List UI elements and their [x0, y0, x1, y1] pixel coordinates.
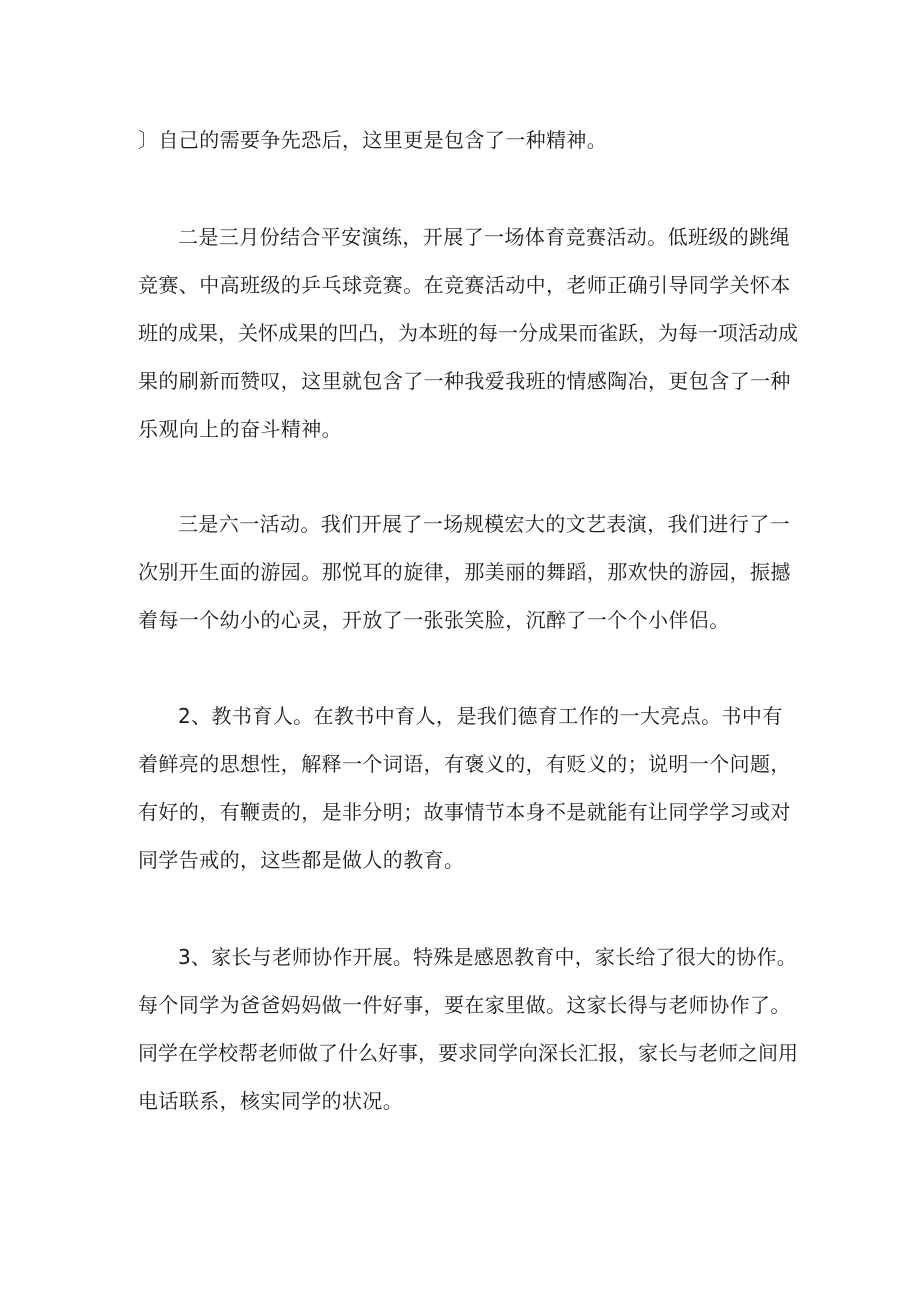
paragraph-parent-teacher-cooperation: [138, 933, 798, 1125]
text-line: 2、教书育人。在教书中育人，是我们德育工作的一大亮点。书中有: [178, 704, 783, 728]
text-line: 三是六一活动。我们开展了一场规模宏大的文艺表演，我们进行了一: [178, 512, 790, 536]
paragraph-sports-competition: [138, 213, 798, 453]
text-line: 〕自己的需要争先恐后，这里更是包含了一种精神。: [138, 128, 608, 152]
paragraph-teaching-education: [138, 692, 798, 884]
text-line: 每个同学为爸爸妈妈做一件好事，要在家里做。这家长得与老师协作了。: [138, 993, 791, 1017]
text-line: 二是三月份结合平安演练，开展了一场体育竞赛活动。低班级的跳绳: [178, 225, 790, 249]
text-line: 果的刷新而赞叹，这里就包含了一种我爱我班的情感陶冶，更包含了一种: [138, 369, 791, 393]
text-line: 电话联系，核实同学的状况。: [138, 1089, 404, 1113]
text-line: 同学在学校帮老师做了什么好事，要求同学向深长汇报，家长与老师之间用: [138, 1041, 798, 1065]
paragraph-continuation: [138, 116, 798, 164]
paragraph-childrens-day: [138, 500, 798, 644]
text-line: 竞赛、中高班级的乒乓球竞赛。在竞赛活动中，老师正确引导同学关怀本: [138, 273, 791, 297]
text-line: 着鲜亮的思想性，解释一个词语，有褒义的，有贬义的；说明一个问题，: [138, 752, 791, 776]
text-line: 3、家长与老师协作开展。特殊是感恩教育中，家长给了很大的协作。: [178, 945, 797, 969]
text-line: 有好的，有鞭责的，是非分明；故事情节本身不是就能有让同学学习或对: [138, 800, 791, 824]
text-line: 着每一个幼小的心灵，开放了一张张笑脸，沉醉了一个个小伴侣。: [138, 608, 730, 632]
text-line: 次别开生面的游园。那悦耳的旋律，那美丽的舞蹈，那欢快的游园，振撼: [138, 560, 791, 584]
text-line: 同学告戒的，这些都是做人的教育。: [138, 848, 465, 872]
text-line: 班的成果，关怀成果的凹凸，为本班的每一分成果而雀跃，为每一项活动成: [138, 321, 798, 345]
text-line: 乐观向上的奋斗精神。: [138, 417, 342, 441]
